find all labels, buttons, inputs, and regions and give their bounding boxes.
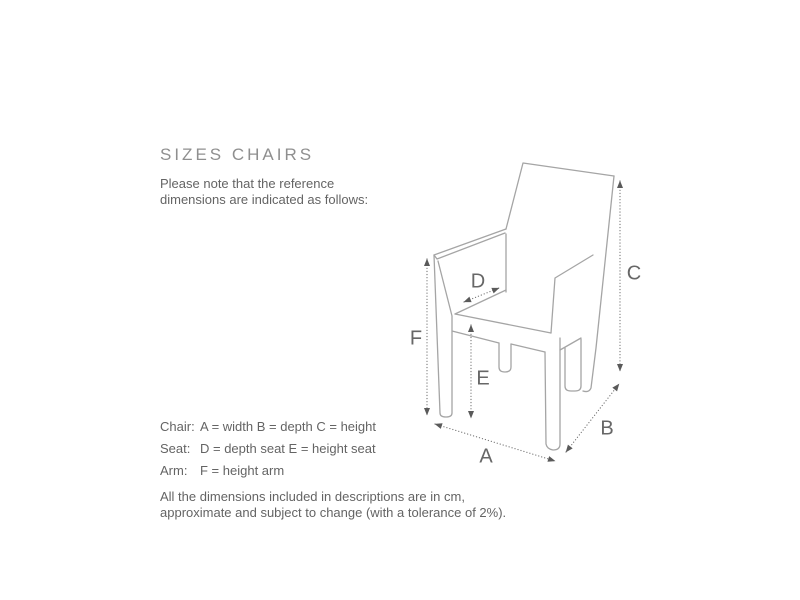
legend-def-seat: D = depth seat E = height seat [200,440,376,456]
chair-side-apron-bottom [560,338,581,350]
intro-line-1: Please note that the reference [160,176,335,191]
chair-front-right-leg [545,338,560,450]
chair-back-left-leg [499,343,511,372]
chair-seat-front-edge [455,314,551,333]
chair-front-apron-left [452,331,499,343]
footnote-line-1: All the dimensions included in descriptions are in cm, [160,489,465,504]
chair-left-arm-panel-front-left-leg [434,255,452,417]
footnote-line-2: approximate and subject to change (with a tolerance of 2%). [160,504,507,520]
chair-right-edge-back-right-leg-outer [583,176,614,392]
dimension-arrows [427,181,620,461]
legend-def-chair: A = width B = depth C = height [200,418,376,434]
dim-label-e: E [476,367,490,390]
legend-term-chair: Chair: [160,418,195,434]
dim-label-a: A [479,445,493,468]
intro-line-2: dimensions are indicated as follows: [160,192,369,207]
legend-term-seat: Seat: [160,440,191,456]
dim-arrow-a-width [435,424,555,461]
legend-def-arm: F = height arm [200,462,285,478]
dim-label-f: F [409,327,423,350]
chair-backrest [506,163,614,229]
chair-left-armrest-top [434,229,506,259]
dim-label-d: D [470,270,486,293]
dim-label-c: C [626,262,642,285]
chair-seat-left-edge [455,290,506,314]
page-title: SIZES CHAIRS [160,145,315,164]
chair-right-armrest [551,255,593,333]
legend-term-arm: Arm: [160,462,188,478]
chair-outline [434,163,614,450]
dim-label-b: B [600,417,614,440]
chair-front-apron-right [511,344,545,352]
chair-back-right-leg [565,339,581,391]
